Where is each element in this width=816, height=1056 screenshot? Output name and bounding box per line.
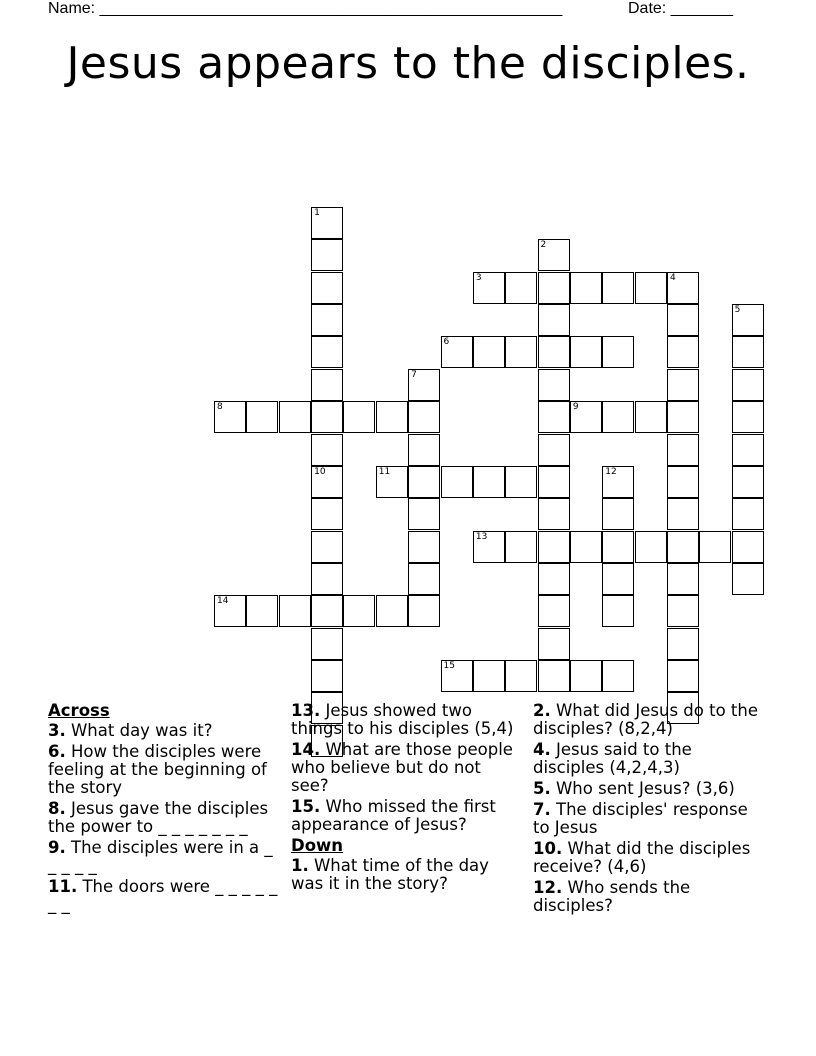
clue-text: The disciples were in a _ _ _ _ _ [48,838,273,875]
clue-item [533,702,765,738]
clue-item [48,839,280,875]
crossword-cell[interactable] [408,401,440,433]
crossword-cell[interactable] [473,466,505,498]
clue-text: Who sends the disciples? [533,878,691,915]
clue-item [533,879,765,915]
name-field-label: Name: ____________________________________________________ [48,0,563,17]
crossword-cell[interactable] [408,531,440,563]
crossword-cell[interactable] [602,336,634,368]
crossword-cell[interactable] [538,466,570,498]
crossword-cell[interactable] [214,595,246,627]
clue-number-label: 11. [48,877,78,896]
crossword-cell[interactable] [667,563,699,595]
crossword-cell[interactable] [311,401,343,433]
crossword-cell[interactable] [408,369,440,401]
clue-number-label: 8. [48,799,66,818]
clue-number-label: 4. [533,740,551,759]
clue-item [291,857,523,893]
clue-number: 3 [475,272,482,283]
crossword-cell[interactable] [311,336,343,368]
clue-number: 12 [605,466,617,477]
crossword-cell[interactable] [441,660,473,692]
clue-number: 1 [314,208,320,219]
clue-text: Who missed the first appearance of Jesus? [291,797,496,834]
clue-text: What day was it? [65,721,213,740]
crossword-cell[interactable] [441,466,473,498]
crossword-cell[interactable] [732,466,764,498]
crossword-cell[interactable] [667,660,699,692]
clue-item [533,840,765,876]
clue-number-label: 15. [291,797,321,816]
crossword-cell[interactable] [311,466,343,498]
crossword-cell[interactable] [732,563,764,595]
clue-text: How the disciples were feeling at the beginning of the story [48,742,267,797]
clue-number-label: 6. [48,742,66,761]
crossword-cell[interactable] [570,401,602,433]
crossword-cell[interactable] [635,272,667,304]
clue-item [533,780,765,798]
crossword-cell[interactable] [538,595,570,627]
across-heading: Across [48,701,110,720]
crossword-cell[interactable] [376,595,408,627]
crossword-cell[interactable] [311,434,343,466]
crossword-cell[interactable] [311,660,343,692]
clue-item [48,743,280,797]
across-clue-list-continued [291,702,523,834]
crossword-cell[interactable] [667,272,699,304]
crossword-cell[interactable] [311,628,343,660]
crossword-cell[interactable] [311,595,343,627]
clue-number-label: 2. [533,701,551,720]
date-field-label: Date: _______ [628,0,733,17]
crossword-cell[interactable] [538,304,570,336]
crossword-cell[interactable] [311,304,343,336]
crossword-cell[interactable] [246,401,278,433]
clue-number-label: 9. [48,838,66,857]
clue-number: 13 [475,531,488,542]
crossword-cell[interactable] [538,498,570,530]
clue-number-label: 10. [533,839,563,858]
crossword-cell[interactable] [311,272,343,304]
crossword-cell[interactable] [505,272,537,304]
clue-item [291,702,523,738]
crossword-cell[interactable] [732,531,764,563]
crossword-cell[interactable] [311,498,343,530]
crossword-cell[interactable] [311,207,343,239]
down-clue-list [291,857,523,893]
crossword-cell[interactable] [602,531,634,563]
clue-number: 5 [734,305,741,316]
crossword-cell[interactable] [635,531,667,563]
crossword-cell[interactable] [505,660,537,692]
crossword-cell[interactable] [699,531,731,563]
clue-text: Jesus showed two things to his disciples (5,4) [291,701,514,738]
clue-text: Who sent Jesus? (3,6) [550,779,735,798]
crossword-cell[interactable] [408,563,440,595]
crossword-cell[interactable] [505,466,537,498]
crossword-cell[interactable] [602,401,634,433]
crossword-cell[interactable] [538,628,570,660]
crossword-cell[interactable] [732,336,764,368]
crossword-cell[interactable] [538,434,570,466]
crossword-cell[interactable] [570,272,602,304]
clue-number: 11 [378,466,391,477]
crossword-cell[interactable] [602,563,634,595]
clue-item [291,798,523,834]
clue-text: What time of the day was it in the story? [291,856,489,893]
crossword-cell[interactable] [602,660,634,692]
clues-column-2 [291,702,523,896]
crossword-cell[interactable] [635,401,667,433]
crossword-cell[interactable] [473,531,505,563]
clue-text: What did the disciples receive? (4,6) [533,839,751,876]
crossword-cell[interactable] [667,531,699,563]
clue-number: 15 [443,660,455,671]
crossword-cell[interactable] [473,272,505,304]
crossword-cell[interactable] [732,498,764,530]
clue-number: 10 [314,466,326,477]
crossword-cell[interactable] [602,466,634,498]
clue-item [48,878,280,914]
crossword-cell[interactable] [667,304,699,336]
crossword-cell[interactable] [279,401,311,433]
crossword-cell[interactable] [538,660,570,692]
clues-column-3 [533,702,765,918]
clue-number-label: 1. [291,856,309,875]
crossword-cell[interactable] [538,401,570,433]
crossword-cell[interactable] [667,595,699,627]
crossword-cell[interactable] [538,272,570,304]
clue-number: 2 [540,240,547,251]
crossword-cell[interactable] [732,304,764,336]
crossword-cell[interactable] [667,498,699,530]
crossword-cell[interactable] [602,595,634,627]
crossword-cell[interactable] [570,660,602,692]
clue-number-label: 3. [48,721,66,740]
crossword-cell[interactable] [667,336,699,368]
clue-item [291,741,523,795]
crossword-cell[interactable] [311,239,343,271]
crossword-cell[interactable] [570,531,602,563]
crossword-cell[interactable] [343,401,375,433]
clue-text: The disciples' response to Jesus [533,800,748,837]
crossword-cell[interactable] [538,369,570,401]
clues-column-1 [48,702,280,917]
crossword-cell[interactable] [376,401,408,433]
clue-number: 9 [572,402,579,413]
crossword-cell[interactable] [732,369,764,401]
crossword-cell[interactable] [279,595,311,627]
crossword-cell[interactable] [602,498,634,530]
clue-text: What did Jesus do to the disciples? (8,2,4) [533,701,758,738]
puzzle-title: Jesus appears to the disciples. [66,38,750,89]
crossword-cell[interactable] [473,336,505,368]
down-clue-list-continued [533,702,765,915]
crossword-cell[interactable] [408,466,440,498]
crossword-cell[interactable] [408,434,440,466]
crossword-cell[interactable] [505,336,537,368]
crossword-cell[interactable] [311,563,343,595]
crossword-cell[interactable] [311,531,343,563]
crossword-cell[interactable] [667,369,699,401]
crossword-cell[interactable] [408,498,440,530]
crossword-cell[interactable] [408,595,440,627]
clue-item [48,800,280,836]
clue-number-label: 12. [533,878,563,897]
crossword-cell[interactable] [473,660,505,692]
crossword-cell[interactable] [667,401,699,433]
clue-number-label: 14. [291,740,321,759]
clue-item [533,741,765,777]
clue-text: What are those people who believe but do not see? [291,740,513,795]
clue-item [533,801,765,837]
crossword-cell[interactable] [311,369,343,401]
clue-number: 14 [217,596,229,607]
clue-number: 7 [411,369,417,380]
crossword-cell[interactable] [505,531,537,563]
crossword-cell[interactable] [667,628,699,660]
clue-number: 6 [443,337,450,348]
crossword-cell[interactable] [214,401,246,433]
clue-number: 8 [217,402,223,413]
crossword-cell[interactable] [602,272,634,304]
crossword-cell[interactable] [343,595,375,627]
crossword-cell[interactable] [667,466,699,498]
down-heading: Down [291,836,344,855]
clue-number-label: 13. [291,701,321,720]
crossword-cell[interactable] [732,434,764,466]
across-clue-list [48,722,280,914]
crossword-cell[interactable] [538,336,570,368]
clue-number-label: 7. [533,800,551,819]
clue-item [48,722,280,740]
clue-text: Jesus gave the disciples the power to _ _ _ _ _ _ _ [48,799,269,836]
crossword-cell[interactable] [570,336,602,368]
crossword-cell[interactable] [441,336,473,368]
crossword-cell[interactable] [732,401,764,433]
crossword-cell[interactable] [667,434,699,466]
clue-text: Jesus said to the disciples (4,2,4,3) [533,740,692,777]
crossword-cell[interactable] [376,466,408,498]
crossword-cell[interactable] [246,595,278,627]
crossword-cell[interactable] [538,563,570,595]
clue-number-label: 5. [533,779,551,798]
clue-number: 4 [669,272,676,283]
crossword-cell[interactable] [538,239,570,271]
clue-text: The doors were _ _ _ _ _ _ _ [48,877,278,914]
crossword-cell[interactable] [538,531,570,563]
